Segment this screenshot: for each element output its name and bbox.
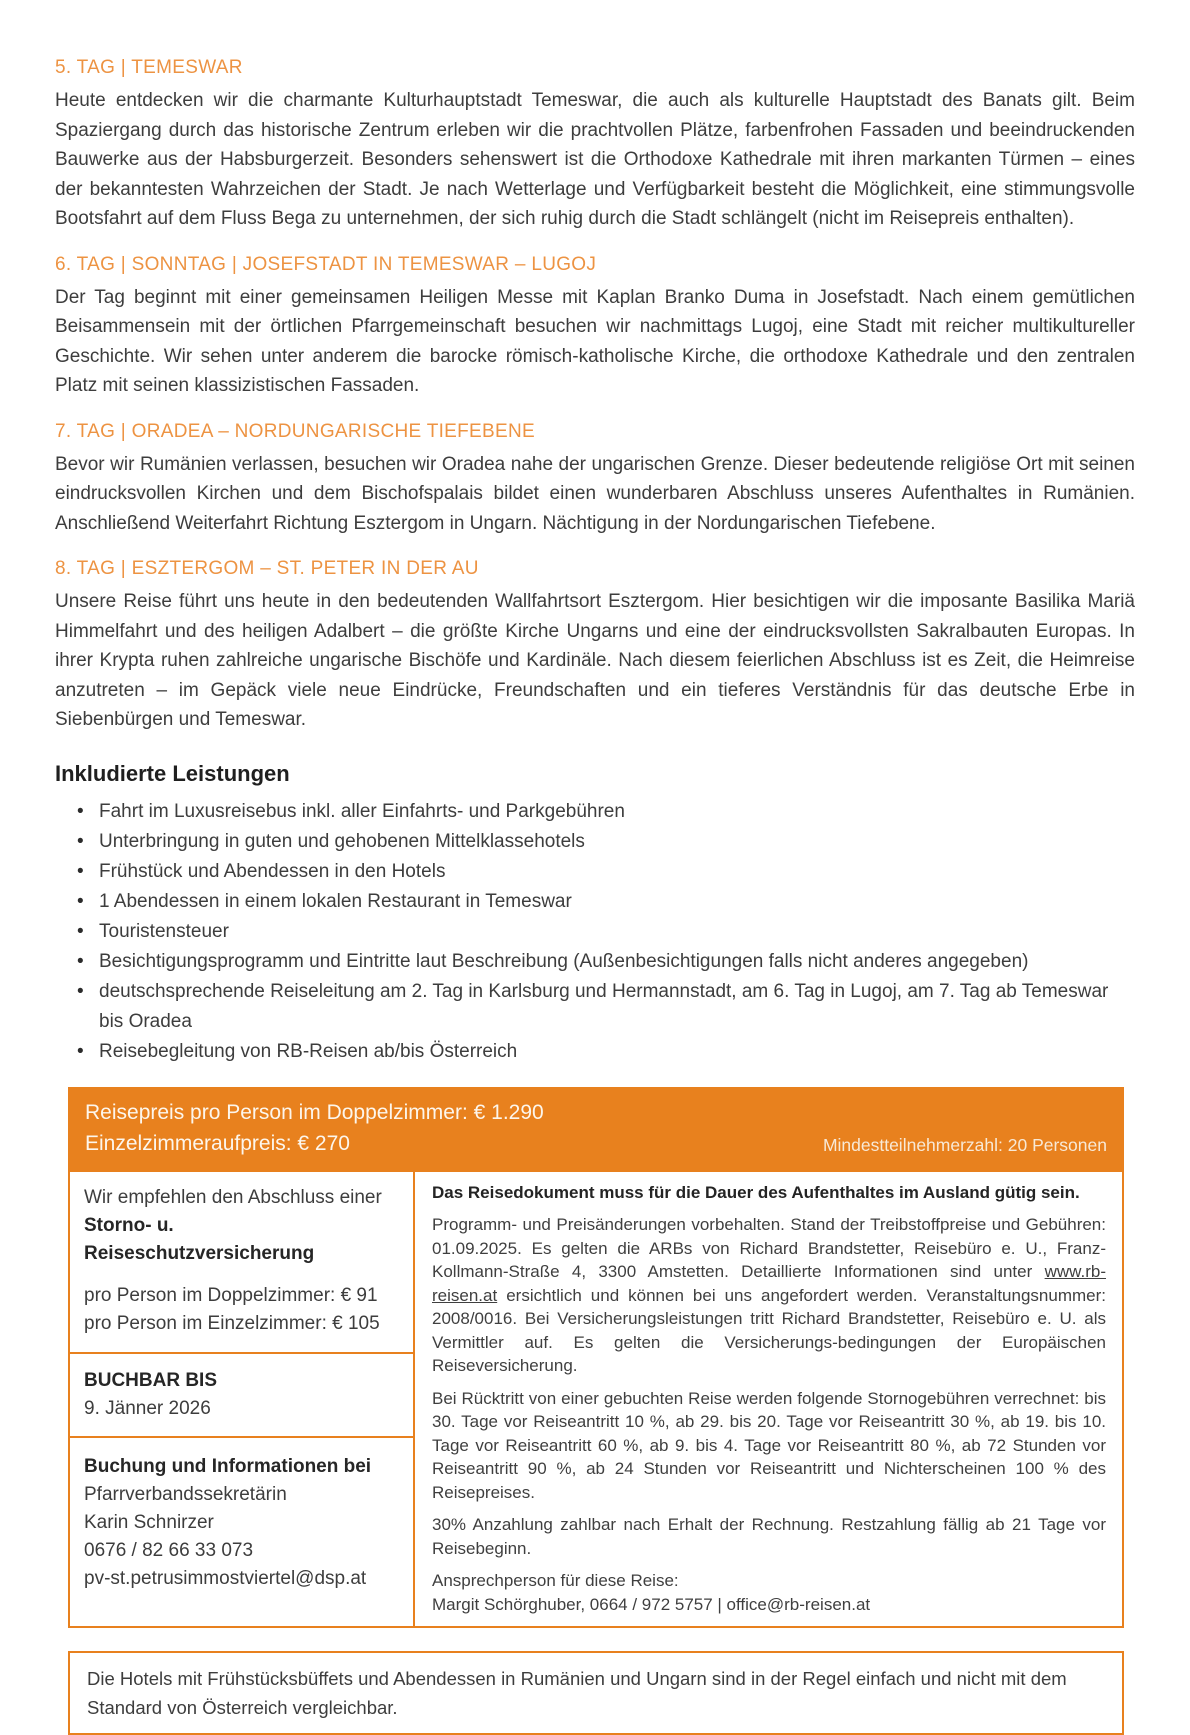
legal-paragraph-cancellation: Bei Rücktritt von einer gebuchten Reise werden folgende Stornogebühren verrechnet: bis 30. Tage vor Reiseantritt 10 %, ab 29. bis 20. Tage vor Reiseantritt 30 %, ab 19. bis 10. Tage vor Reiseantritt 60 %, ab 9. bis 4. Tage vor Reiseantritt 80 %, ab 72 Stunden vor Reiseantritt 90 %, ab 24 Stunden vor Reiseantritt und Nichterscheinen 100 % des Reisepreises. [432,1388,1106,1502]
bookable-until-label: BUCHBAR BIS [84,1369,217,1391]
legal-p1-before-link: Programm- und Preisänderungen vorbehalten. Stand der Treibstoffpreise und Gebühren: 01.09.2025. Es gelten die ARBs von Richard Brandstetter, Reisebüro e. U., Franz-Kollmann-Straße 4, 3300 Amstetten. Detaillierte Informationen sind unter [432,1215,1106,1281]
legal-paragraph-payment: 30% Anzahlung zahlbar nach Erhalt der Rechnung. Restzahlung fällig ab 21 Tage vor Reisebeginn. [432,1515,1106,1558]
insurance-price-double: pro Person im Doppelzimmer: € 91 [84,1284,378,1306]
day-7-description: Bevor wir Rumänien verlassen, besuchen wir Oradea nahe der ungarischen Grenze. Dieser bedeutende religiöse Ort mit seinen eindrucksvollen Kirchen und dem Bischofspalais bildet einen wunderbaren Abschluss unseres Aufenthaltes in Rumänien. Anschließend Weiterfahrt Richtung Esztergom in Ungarn. Nächtigung in der Nordungarischen Tiefebene. [55,453,1135,534]
list-item: • Unterbringung in guten und gehobenen Mittelklassehotels [55,827,1135,857]
list-item: • Touristensteuer [55,917,1135,947]
included-services-section [55,761,1135,1067]
day-8-title: 8. TAG | ESZTERGOM – ST. PETER IN DER AU [55,558,479,579]
list-item: • 1 Abendessen in einem lokalen Restaurant in Temeswar [55,887,1135,917]
day-6-description: Der Tag beginnt mit einer gemeinsamen Heiligen Messe mit Kaplan Branko Duma in Josefstadt. Nach einem gemütlichen Beisammensein mit der örtlichen Pfarrgemeinschaft besuchen wir nachmittags Lugoj, eine Stadt mit reicher multikultureller Geschichte. Wir sehen unter anderem die barocke römisch-katholische Kirche, die orthodoxe Kathedrale und den zentralen Platz mit seinen klassizistischen Fassaden. [55,286,1135,396]
min-participants-label: Mindestteilnehmerzahl: 20 Personen [822,1134,1107,1155]
day-8-description: Unsere Reise führt uns heute in den bedeutenden Wallfahrtsort Esztergom. Hier besichtigen wir die imposante Basilika Mariä Himmelfahrt und des heiligen Adalbert – die größte Kirche Ungarns und eine der eindrucksvollsten Sakralbauten Europas. In ihrer Krypta ruhen zahlreiche ungarische Bischöfe und Kardinäle. Nach diesem feierlichen Abschluss ist es Zeit, die Heimreise anzutreten – im Gepäck viele neue Eindrücke, Freundschaften und ein tieferes Verständnis für das deutsche Erbe in Siebenbürgen und Temeswar. [55,591,1135,730]
price-single-supplement: Einzelzimmeraufpreis: € 270 [85,1131,350,1155]
booking-contact-title: Buchung und Informationen bei [84,1455,372,1477]
rb-reisen-link[interactable]: www.rb-reisen.at [432,1262,1106,1305]
price-banner [68,1087,1124,1172]
price-double-room: Reisepreis pro Person im Doppelzimmer: € 1.290 [85,1100,544,1124]
price-banner-left [85,1097,544,1159]
day-7-title: 7. TAG | ORADEA – NORDUNGARISCHE TIEFEBENE [55,420,535,442]
included-services-list [55,797,1135,1067]
insurance-box [70,1172,413,1354]
insurance-title: Storno- u. Reiseschutzversicherung [84,1214,315,1264]
travel-document-notice: Das Reisedokument muss für die Dauer des Aufenthaltes im Ausland gütig sein. [432,1182,1080,1202]
booking-contact-box [70,1438,413,1627]
price-and-info-block [68,1087,1124,1629]
hotel-standard-note: Die Hotels mit Frühstücksbüffets und Abendessen in Rumänien und Ungarn sind in der Regel einfach und nicht mit dem Standard von Österreich vergleichbar. [68,1651,1124,1735]
legal-paragraph-program [432,1213,1106,1378]
info-grid-left-column [70,1172,415,1627]
legal-p1-after-link: ersichtlich und können bei uns angefordert werden. Veranstaltungsnummer: 2008/0016. Bei Versicherungsleistungen tritt Richard Brandstetter, Reisebüro e. U. als Vermittler auf. Es gelten die Versicherungs-bedingungen der Europäischen Reiseversicherung. [432,1285,1106,1375]
trip-contact-label: Ansprechperson für diese Reise: [432,1571,679,1590]
booking-contact-email: pv-st.petrusimmostviertel@dsp.at [84,1567,367,1589]
day-section-8 [55,558,1135,735]
spacer [84,1268,399,1282]
trip-contact-person [432,1569,1106,1616]
booking-contact-name: Karin Schnirzer [84,1511,214,1533]
day-6-title: 6. TAG | SONNTAG | JOSEFSTADT IN TEMESWAR – LUGOJ [55,253,597,275]
list-item: • deutschsprechende Reiseleitung am 2. Tag in Karlsburg und Hermannstadt, am 6. Tag in Lugoj, am 7. Tag ab Temeswar bis Oradea [55,977,1135,1037]
list-item: • Besichtigungsprogramm und Eintritte laut Beschreibung (Außenbesichtigungen falls nicht anderes angegeben) [55,947,1135,977]
trip-contact-line: Margit Schörghuber, 0664 / 972 5757 | office@rb-reisen.at [432,1594,871,1614]
booking-contact-phone: 0676 / 82 66 33 073 [84,1539,254,1561]
included-services-title: Inkludierte Leistungen [55,760,290,786]
list-item: • Reisebegleitung von RB-Reisen ab/bis Österreich [55,1037,1135,1067]
day-section-6 [55,254,1135,401]
bookable-until-date: 9. Jänner 2026 [84,1397,211,1419]
list-item: • Fahrt im Luxusreisebus inkl. aller Einfahrts- und Parkgebühren [55,797,1135,827]
list-item: • Frühstück und Abendessen in den Hotels [55,857,1135,887]
bookable-until-box [70,1354,413,1438]
day-5-description: Heute entdecken wir die charmante Kulturhauptstadt Temeswar, die auch als kulturelle Hauptstadt des Banats gilt. Beim Spaziergang durch das historische Zentrum erleben wir die prachtvollen Plätze, farbenfrohen Fassaden und beeindruckenden Bauwerke aus der Habsburgerzeit. Besonders sehenswert ist die Orthodoxe Kathedrale mit ihren markanten Türmen – eines der bekanntesten Wahrzeichen der Stadt. Je nach Wetterlage und Verfügbarkeit besteht die Möglichkeit, eine stimmungsvolle Bootsfahrt auf dem Fluss Bega zu unternehmen, der sich ruhig durch die Stadt schlängelt (nicht im Reisepreis enthalten). [55,90,1135,229]
day-5-title: 5. TAG | TEMESWAR [55,57,243,78]
legal-terms-box [415,1172,1122,1627]
day-section-5 [55,57,1135,234]
insurance-price-single: pro Person im Einzelzimmer: € 105 [84,1312,380,1334]
booking-contact-role: Pfarrverbandssekretärin [84,1483,287,1505]
day-section-7 [55,421,1135,539]
info-grid [68,1172,1124,1629]
insurance-intro: Wir empfehlen den Abschluss einer [84,1186,382,1208]
